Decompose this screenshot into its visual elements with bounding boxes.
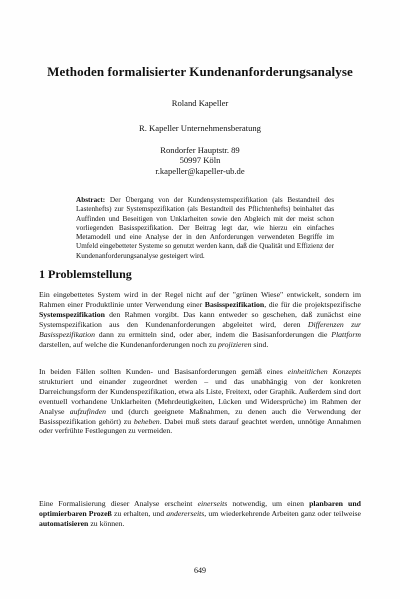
italic-term: Differenzen zur Basisspezifikation (39, 319, 361, 339)
abstract-text: Der Übergang von der Kundensystemspezifikation (als Bestandteil des Lastenhefts) zur Systemspezifikation (als Bestandteil des Pflichtenhefts) beinhaltet das Auffinden und Beseitigen von Unklarheiten sowie den Abgleich mit der meist schon vorliegenden Basisspezifikation. Der Beitrag legt dar, wie hierzu ein einfaches Metamodell und eine Analyse der in den Anforderungen verwendeten Begriffe im Umfeld eingebetteter Systeme so genutzt werden kann, daß die Qualität und Effizienz der Kundenanforderungsanalyse gesteigert wird. (76, 196, 335, 260)
italic-term: Plattform (331, 329, 361, 339)
italic-term: projizieren (218, 339, 252, 349)
text-run: zu können. (88, 518, 125, 528)
text-run: notwendig, um einen (227, 499, 310, 508)
text-run: , um wiederkehrende Arbeiten ganz oder teilweise (204, 508, 361, 518)
text-run: den Rahmen vorgibt. Das kann entweder so geschehen, daß zunächst eine Systemspezifikation aus den Kundenanforderungen abgeleitet wird, deren (39, 309, 361, 329)
text-run: dann zu ermitteln sind, oder aber, indem die Basisanforderungen die (94, 329, 332, 339)
section-heading (39, 267, 132, 282)
bold-term: Systemspezifikation (39, 309, 105, 319)
text-run: Eine Formalisierung dieser Analyse erscheint (39, 499, 198, 508)
section-number: 1 (39, 267, 45, 281)
text-run: darstellen, auf welche die Kundenanforderungen noch zu (39, 339, 219, 349)
address-city: 50997 Köln (179, 155, 221, 166)
abstract-label: Abstract: (76, 196, 106, 204)
text-run: und (durch geeignete Maßnahmen, zu denen auch die Verwendung der Basisspezifikation gehört) zu (39, 406, 361, 426)
page-number: 649 (194, 566, 206, 575)
italic-term: aufzufinden (69, 406, 106, 416)
text-run: zu erhalten, und (111, 508, 167, 518)
paper-title: Methoden formalisierter Kundenanforderungsanalyse (47, 64, 353, 79)
text-run: sind. (251, 339, 269, 349)
italic-term: andererseits (166, 508, 205, 518)
bold-term: planbaren und optimierbaren Prozeß (39, 499, 361, 518)
text-run: strukturiert und einander zugeordnet werden – und das unabhängig von der konkreten Darreichungsform der Kundenspezifikation, etwa als Liste, Freitext, oder Graphik. Außerdem sind dort eventuell vorhandene Unklarheiten (Mehrdeutigkeiten, Lücken und Widersprüche) im Rahmen der Analyse (39, 376, 361, 416)
italic-term: beheben (133, 416, 160, 426)
body-paragraph-1 (39, 290, 361, 349)
italic-term: einerseits (197, 499, 228, 508)
bold-term: Basisspezifikation (204, 299, 265, 309)
body-paragraph-2 (39, 367, 361, 436)
address-street: Rondorfer Hauptstr. 89 (160, 145, 240, 155)
author-address (40, 145, 360, 176)
italic-term: einheitlichen Konzepts (287, 367, 361, 376)
bold-term: automatisieren (39, 518, 89, 528)
author-affiliation: R. Kapeller Unternehmensberatung (139, 123, 261, 133)
text-run: Ein eingebettetes System wird in der Regel nicht auf der "grünen Wiese" entwickelt, sondern im Rahmen einer Produktlinie unter Verwendung einer (39, 290, 361, 309)
abstract (76, 196, 334, 261)
body-paragraph-3 (39, 499, 361, 529)
text-run: In beiden Fällen sollten Kunden- und Basisanforderungen gemäß eines (39, 367, 288, 376)
address-email: r.kapeller@kapeller-ub.de (155, 165, 245, 176)
text-run: , die für die projektspezifische (264, 299, 362, 309)
section-title: Problemstellung (48, 267, 132, 281)
text-run: . Dabei muß stets darauf geachtet werden, unnötige Annahmen oder verfrühte Festlegungen zu vermeiden. (39, 416, 361, 436)
author-name: Roland Kapeller (171, 98, 229, 108)
